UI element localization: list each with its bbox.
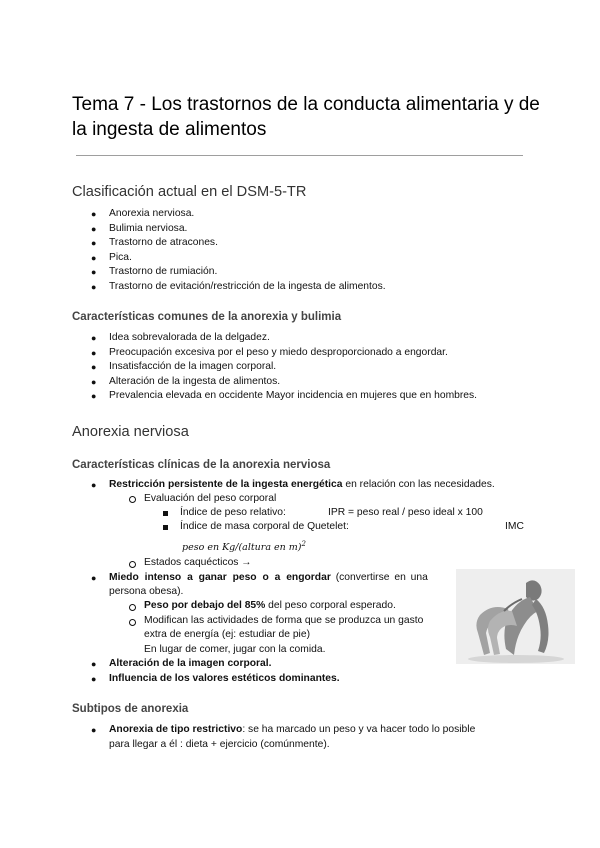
restrictivo-line2: para llegar a él : dieta + ejercicio (comúnmente). — [109, 739, 330, 750]
bullet-icon: ● — [91, 362, 97, 372]
restrictivo-rest: : se ha marcado un peso y va hacer todo lo posible — [242, 724, 476, 735]
square-bullet-icon — [163, 525, 168, 530]
horizontal-divider — [76, 155, 523, 156]
bullet-icon: ● — [91, 267, 97, 277]
page-title-line1: Tema 7 - Los trastornos de la conducta alimentaria y de — [72, 94, 540, 115]
list-item: Insatisfacción de la imagen corporal. — [109, 361, 277, 372]
bullet-icon: ● — [91, 674, 97, 684]
list-item-caquecticos: Estados caquécticos → — [144, 557, 252, 568]
list-item-influencia: Influencia de los valores estéticos dominantes. — [109, 673, 340, 684]
bullet-icon: ● — [91, 659, 97, 669]
page-title-line2: la ingesta de alimentos — [72, 119, 267, 140]
figure-photo — [456, 569, 575, 664]
list-item-evaluacion: Evaluación del peso corporal — [144, 493, 277, 504]
bullet-icon: ● — [91, 377, 97, 387]
circle-bullet-icon — [129, 496, 136, 503]
imc-formula-exponent: 2 — [301, 540, 306, 548]
imc-label: Índice de masa corporal de Quetelet: — [180, 521, 349, 532]
circle-bullet-icon — [129, 619, 136, 626]
subsection-heading-clinicas: Características clínicas de la anorexia nerviosa — [72, 459, 331, 471]
bullet-icon: ● — [91, 348, 97, 358]
square-bullet-icon — [163, 511, 168, 516]
list-item: Trastorno de evitación/restricción de la ingesta de alimentos. — [109, 281, 386, 292]
ipr-label: Índice de peso relativo: — [180, 507, 286, 518]
bullet-icon: ● — [91, 391, 97, 401]
peso-rest: del peso corporal esperado. — [265, 600, 396, 611]
section-heading-dsm: Clasificación actual en el DSM-5-TR — [72, 184, 307, 200]
list-item-modifican: Modifican las actividades de forma que se produzca un gasto — [144, 615, 424, 626]
circle-bullet-icon — [129, 604, 136, 611]
miedo-line2: persona obesa). — [109, 586, 184, 597]
modifican-line3: En lugar de comer, jugar con la comida. — [144, 644, 326, 655]
list-item: Idea sobrevalorada de la delgadez. — [109, 332, 270, 343]
imc-formula — [182, 540, 306, 553]
list-item: Preocupación excesiva por el peso y miedo desproporcionado a engordar. — [109, 347, 448, 358]
bullet-icon: ● — [91, 282, 97, 292]
ipr-formula: IPR = peso real / peso ideal x 100 — [328, 507, 483, 518]
bullet-icon: ● — [91, 480, 97, 490]
list-item: Trastorno de rumiación. — [109, 266, 218, 277]
bullet-icon: ● — [91, 573, 97, 583]
list-item: Pica. — [109, 252, 132, 263]
list-item-peso — [144, 600, 396, 611]
bullet-icon: ● — [91, 238, 97, 248]
bullet-icon: ● — [91, 224, 97, 234]
miedo-bold: Miedo intenso a ganar peso o a engordar — [109, 572, 331, 583]
imc-abbr: IMC — [505, 521, 524, 532]
list-item: Trastorno de atracones. — [109, 237, 218, 248]
list-item-alteracion: Alteración de la imagen corporal. — [109, 658, 272, 669]
list-item-restriccion — [109, 479, 495, 490]
section-heading-caracteristicas: Características comunes de la anorexia y bulimia — [72, 311, 342, 323]
restriccion-bold: Restricción persistente de la ingesta energética — [109, 479, 343, 490]
list-item: Anorexia nerviosa. — [109, 208, 195, 219]
bullet-icon: ● — [91, 725, 97, 735]
restriccion-rest: en relación con las necesidades. — [342, 479, 495, 490]
list-item-miedo — [109, 572, 428, 583]
list-item: Bulimia nerviosa. — [109, 223, 188, 234]
bullet-icon: ● — [91, 209, 97, 219]
restrictivo-bold: Anorexia de tipo restrictivo — [109, 724, 243, 735]
imc-formula-base: peso en Kg/(altura en m) — [182, 542, 302, 554]
bullet-icon: ● — [91, 253, 97, 263]
section-heading-subtipos: Subtipos de anorexia — [72, 703, 189, 715]
modifican-line2: extra de energía (ej: estudiar de pie) — [144, 629, 310, 640]
bullet-icon: ● — [91, 333, 97, 343]
seated-figure-illustration — [456, 569, 575, 664]
list-item-restrictivo — [109, 724, 475, 735]
list-item: Alteración de la ingesta de alimentos. — [109, 376, 281, 387]
list-item: Prevalencia elevada en occidente Mayor incidencia en mujeres que en hombres. — [109, 390, 478, 401]
miedo-rest: (convertirse en una — [330, 572, 428, 583]
circle-bullet-icon — [129, 561, 136, 568]
section-heading-anorexia: Anorexia nerviosa — [72, 424, 189, 440]
peso-bold: Peso por debajo del 85% — [144, 600, 266, 611]
